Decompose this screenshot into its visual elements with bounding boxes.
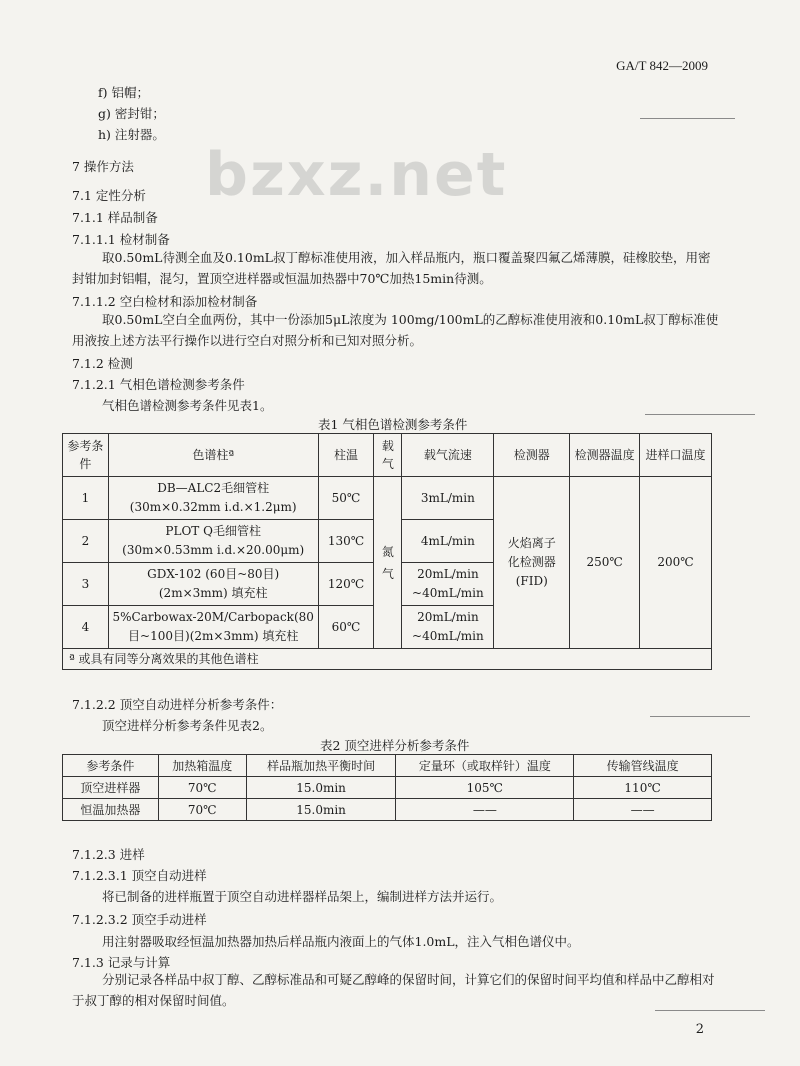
column-line-1: DB—ALC2毛细管柱 bbox=[157, 481, 270, 495]
table-header-cell: 柱温 bbox=[318, 434, 374, 477]
section-7-1-2-3-heading: 7.1.2.3 进样 bbox=[72, 847, 145, 862]
table-header-cell: 检测器 bbox=[494, 434, 570, 477]
detector-line-3: (FID) bbox=[515, 574, 548, 588]
table-cell: 70℃ bbox=[158, 799, 246, 821]
table-cell bbox=[108, 477, 318, 520]
table-cell: —— bbox=[574, 799, 712, 821]
list-item-h: h) 注射器。 bbox=[98, 127, 165, 142]
detector-temp-cell: 250℃ bbox=[570, 477, 640, 649]
table-cell: 110℃ bbox=[574, 777, 712, 799]
table-header-row bbox=[63, 755, 712, 777]
table-cell: 2 bbox=[63, 520, 109, 563]
section-7-1-2-3-1-heading: 7.1.2.3.1 顶空自动进样 bbox=[72, 868, 207, 883]
table-cell: 3mL/min bbox=[402, 477, 494, 520]
section-7-1-2-3-1-body: 将已制备的进样瓶置于顶空自动进样器样品架上，编制进样方法并运行。 bbox=[102, 889, 503, 904]
section-7-1-1-2-heading: 7.1.1.2 空白检材和添加检材制备 bbox=[72, 294, 258, 309]
section-7-1-1-1-body: 取0.50mL待测全血及0.10mL叔丁醇标准使用液，加入样品瓶内，瓶口覆盖聚四氟乙烯薄膜，硅橡胶垫，用密封钳加封铝帽，混匀，置顶空进样器或恒温加热器中70℃加热15min待测。 bbox=[72, 250, 711, 286]
scan-artifact bbox=[645, 414, 755, 415]
table1-caption: 表1 气相色谱检测参考条件 bbox=[318, 417, 468, 432]
table-header-cell: 载气 bbox=[374, 434, 402, 477]
section-7-1-1-1-heading: 7.1.1.1 检材制备 bbox=[72, 232, 170, 247]
section-7-1-2-2-heading: 7.1.2.2 顶空自动进样分析参考条件： bbox=[72, 697, 283, 712]
table-cell: 130℃ bbox=[318, 520, 374, 563]
table-cell: 15.0min bbox=[246, 799, 396, 821]
table-row bbox=[63, 799, 712, 821]
table-cell: 50℃ bbox=[318, 477, 374, 520]
section-7-1-1-heading: 7.1.1 样品制备 bbox=[72, 210, 158, 225]
inlet-temp-cell: 200℃ bbox=[640, 477, 712, 649]
watermark: bzxz.net bbox=[205, 140, 508, 210]
section-7-1-1-2-body: 取0.50mL空白全血两份，其中一份添加5μL浓度为 100mg/100mL的乙醇标准使用液和0.10mL叔丁醇标准使用液按上述方法平行操作以进行空白对照分析和已知对照分析。 bbox=[72, 312, 719, 348]
table-cell bbox=[402, 606, 494, 649]
table-header-cell: 色谱柱ª bbox=[108, 434, 318, 477]
table-cell: 3 bbox=[63, 563, 109, 606]
flow-line-2: ~40mL/min bbox=[412, 586, 484, 600]
column-line-1: PLOT Q毛细管柱 bbox=[165, 524, 261, 538]
detector-cell bbox=[494, 477, 570, 649]
table-cell: 15.0min bbox=[246, 777, 396, 799]
section-7-1-2-1-heading: 7.1.2.1 气相色谱检测参考条件 bbox=[72, 377, 245, 392]
flow-line-2: ~40mL/min bbox=[412, 629, 484, 643]
table-cell: 顶空进样器 bbox=[63, 777, 159, 799]
table-cell: 4mL/min bbox=[402, 520, 494, 563]
table-header-cell: 参考条件 bbox=[63, 434, 109, 477]
table-header-cell: 参考条件 bbox=[63, 755, 159, 777]
table-header-cell: 样品瓶加热平衡时间 bbox=[246, 755, 396, 777]
page-number: 2 bbox=[695, 1022, 704, 1037]
gc-conditions-table bbox=[62, 433, 712, 670]
standard-code: GA/T 842—2009 bbox=[616, 58, 708, 73]
table-cell: 105℃ bbox=[396, 777, 574, 799]
flow-line-1: 20mL/min bbox=[417, 567, 479, 581]
table-cell: 120℃ bbox=[318, 563, 374, 606]
table-header-cell: 加热箱温度 bbox=[158, 755, 246, 777]
section-7-1-3-heading: 7.1.3 记录与计算 bbox=[72, 955, 171, 970]
table-header-cell: 载气流速 bbox=[402, 434, 494, 477]
table-cell: —— bbox=[396, 799, 574, 821]
list-item-f: f) 铝帽； bbox=[98, 85, 149, 100]
section-7-1-2-2-body: 顶空进样分析参考条件见表2。 bbox=[102, 718, 273, 733]
scan-artifact bbox=[650, 716, 750, 717]
table-cell: 60℃ bbox=[318, 606, 374, 649]
detector-line-1: 火焰离子 bbox=[507, 536, 556, 550]
detector-line-2: 化检测器 bbox=[507, 555, 556, 569]
table-cell: 4 bbox=[63, 606, 109, 649]
column-line-1: GDX-102 (60目~80目) bbox=[147, 567, 280, 581]
column-line-2: 目~100目)(2m×3mm) 填充柱 bbox=[128, 629, 299, 643]
section-7-heading: 7 操作方法 bbox=[72, 159, 134, 174]
headspace-conditions-table bbox=[62, 754, 712, 821]
table-header-cell: 进样口温度 bbox=[640, 434, 712, 477]
table-header-cell: 定量环（或取样针）温度 bbox=[396, 755, 574, 777]
section-7-1-2-1-body: 气相色谱检测参考条件见表1。 bbox=[102, 398, 273, 413]
table-header-cell: 传输管线温度 bbox=[574, 755, 712, 777]
table-header-row bbox=[63, 434, 712, 477]
section-7-1-2-3-2-heading: 7.1.2.3.2 顶空手动进样 bbox=[72, 912, 207, 927]
table-cell bbox=[108, 520, 318, 563]
table-cell: 恒温加热器 bbox=[63, 799, 159, 821]
section-7-1-2-heading: 7.1.2 检测 bbox=[72, 356, 133, 371]
table-cell: 70℃ bbox=[158, 777, 246, 799]
carrier-gas-cell: 氮气 bbox=[374, 477, 402, 649]
section-7-1-heading: 7.1 定性分析 bbox=[72, 188, 146, 203]
table-row bbox=[63, 477, 712, 520]
table-header-cell: 检测器温度 bbox=[570, 434, 640, 477]
scan-artifact bbox=[640, 118, 735, 119]
column-line-2: (30m×0.32mm i.d.×1.2μm) bbox=[129, 500, 297, 514]
section-7-1-2-3-2-body: 用注射器吸取经恒温加热器加热后样品瓶内液面上的气体1.0mL，注入气相色谱仪中。 bbox=[102, 934, 580, 949]
table2-caption: 表2 顶空进样分析参考条件 bbox=[320, 738, 470, 753]
table-footnote: ª 或具有同等分离效果的其他色谱柱 bbox=[63, 649, 712, 670]
table-cell bbox=[402, 563, 494, 606]
flow-line-1: 20mL/min bbox=[417, 610, 479, 624]
column-line-2: (2m×3mm) 填充柱 bbox=[158, 586, 268, 600]
table-cell bbox=[108, 606, 318, 649]
table-row bbox=[63, 777, 712, 799]
section-7-1-3-body: 分别记录各样品中叔丁醇、乙醇标准品和可疑乙醇峰的保留时间，计算它们的保留时间平均值和样品中乙醇相对于叔丁醇的相对保留时间值。 bbox=[72, 972, 715, 1008]
table-note-row bbox=[63, 649, 712, 670]
table-cell: 1 bbox=[63, 477, 109, 520]
list-item-g: g) 密封钳； bbox=[98, 106, 165, 121]
table-cell bbox=[108, 563, 318, 606]
column-line-1: 5%Carbowax-20M/Carbopack(80 bbox=[112, 610, 314, 624]
column-line-2: (30m×0.53mm i.d.×20.00μm) bbox=[122, 543, 305, 557]
